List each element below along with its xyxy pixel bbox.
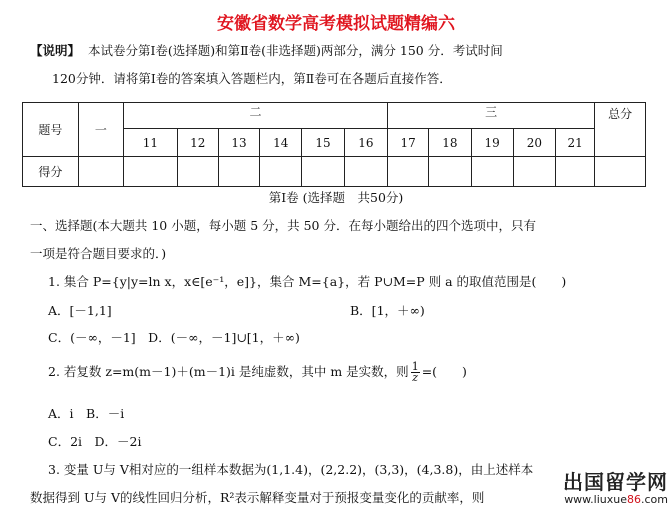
question-number: 18 [429, 129, 471, 157]
question-2-option-cd: C．2i D．－2i [48, 434, 142, 449]
score-cell[interactable] [429, 157, 471, 187]
score-cell[interactable] [388, 157, 429, 187]
question-number: 15 [302, 129, 344, 157]
score-cell[interactable] [556, 157, 595, 187]
section-one-header: 一 [78, 103, 123, 157]
fraction-numerator: 1 [411, 360, 419, 373]
question-number: 20 [513, 129, 555, 157]
score-cell[interactable] [78, 157, 123, 187]
question-2-stem [48, 362, 467, 383]
intro-text-1: 本试卷分第Ⅰ卷(选择题)和第Ⅱ卷(非选择题)两部分，满分 150 分．考试时间 [87, 43, 503, 58]
watermark-url [563, 493, 668, 506]
watermark-logo [563, 466, 668, 506]
question-1-option-a: A．[－1,1] [48, 303, 112, 318]
intro-label: 【说明】 [30, 43, 81, 58]
score-cell[interactable] [218, 157, 259, 187]
score-cell[interactable] [513, 157, 555, 187]
question-number: 14 [260, 129, 302, 157]
watermark-url-prefix: www.liuxue [564, 493, 627, 506]
score-cell[interactable] [302, 157, 344, 187]
watermark-url-suffix: .com [641, 493, 668, 506]
question-2-option-ab: A．i B．－i [48, 406, 125, 421]
score-cell[interactable] [344, 157, 387, 187]
fraction-denominator: z [412, 371, 419, 384]
score-cell[interactable] [124, 157, 178, 187]
intro-line-1 [30, 41, 503, 59]
question-number: 11 [124, 129, 178, 157]
score-cell[interactable] [177, 157, 218, 187]
score-cell[interactable] [595, 157, 646, 187]
intro-line-2: 120分钟．请将第Ⅰ卷的答案填入答题栏内，第Ⅱ卷可在各题后直接作答． [52, 71, 452, 86]
section-three-header: 三 [388, 103, 595, 129]
question-number: 21 [556, 129, 595, 157]
fraction [411, 362, 420, 383]
question-1-option-cd: C．(－∞，－1] D．(－∞，－1]∪[1，＋∞) [48, 330, 300, 345]
question-1-option-b: B．[1，＋∞) [350, 303, 425, 318]
row-label-number: 题号 [23, 103, 79, 157]
question-3-line-1: 3. 变量 U与 V相对应的一组样本数据为(1,1.4)，(2,2.2)，(3,3)，(4,3.8)，由上述样本 [48, 462, 534, 477]
instructions-line-1: 一、选择题(本大题共 10 小题，每小题 5 分，共 50 分．在每小题给出的四个选项中，只有 [30, 218, 536, 233]
question-1-stem: 1. 集合 P={y|y=ln x，x∈[e⁻¹，e]}，集合 M={a}，若 P∪M=P 则 a 的取值范围是( ) [48, 274, 567, 289]
watermark-name: 出国留学网 [563, 470, 668, 494]
score-cell[interactable] [260, 157, 302, 187]
page-title: 安徽省数学高考模拟试题精编六 [217, 14, 455, 34]
watermark-url-accent: 86 [627, 493, 641, 506]
score-table [22, 102, 646, 187]
row-label-score: 得分 [23, 157, 79, 187]
question-number: 17 [388, 129, 429, 157]
part-heading: 第Ⅰ卷 (选择题 共50分) [268, 190, 404, 205]
question-number: 12 [177, 129, 218, 157]
question-2-tail: =( ) [421, 364, 467, 379]
total-header: 总分 [595, 103, 646, 157]
question-number: 16 [344, 129, 387, 157]
section-two-header: 二 [124, 103, 388, 129]
question-number: 13 [218, 129, 259, 157]
instructions-line-2: 一项是符合题目要求的．) [30, 246, 167, 261]
score-cell[interactable] [471, 157, 513, 187]
question-2-text: 2. 若复数 z=m(m－1)＋(m－1)i 是纯虚数，其中 m 是实数，则 [48, 364, 409, 379]
question-number: 19 [471, 129, 513, 157]
question-3-line-2: 数据得到 U与 V的线性回归分析，R²表示解释变量对于预报变量变化的贡献率，则 [30, 490, 485, 505]
